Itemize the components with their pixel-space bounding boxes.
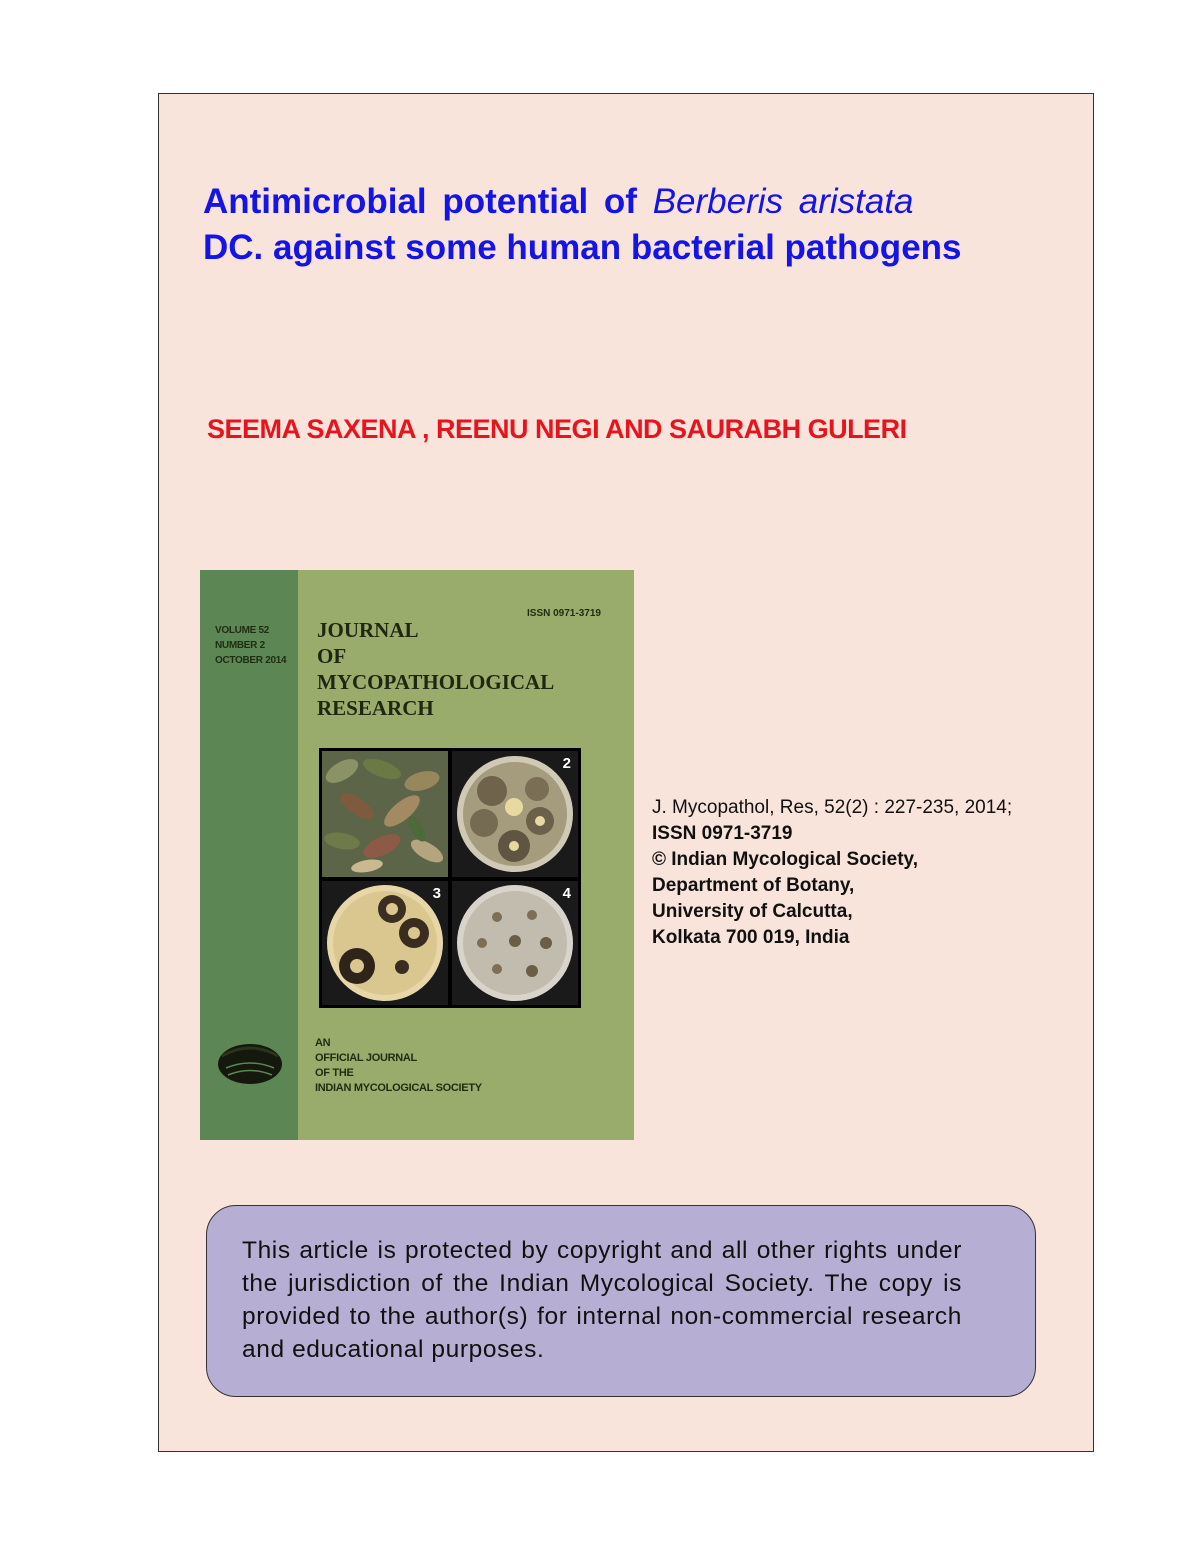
cover-number: NUMBER 2	[215, 640, 265, 651]
photo-number: 3	[432, 885, 441, 902]
cover-volume: VOLUME 52	[215, 625, 269, 636]
photo-number: 4	[562, 885, 571, 902]
petri-dish-icon	[452, 881, 578, 1005]
copyright-notice-box	[206, 1205, 1036, 1397]
cover-footer-line: INDIAN MYCOLOGICAL SOCIETY	[315, 1082, 482, 1094]
cover-issn: ISSN 0971-3719	[527, 608, 601, 619]
citation-address: Kolkata 700 019, India	[652, 927, 850, 948]
cover-issue-info	[215, 623, 286, 668]
cover-journal-name	[317, 617, 554, 721]
cover-journal-line: JOURNAL	[317, 618, 419, 642]
copyright-notice-text: This article is protected by copyright and all other rights under the jurisdiction of the Indian Mycological Society. The copy is provided to the author(s) for internal non-commercial research and educational purposes.	[242, 1237, 962, 1363]
petri-dish-icon	[322, 881, 448, 1005]
title-species: Berberis aristata	[652, 182, 914, 221]
cover-date: OCTOBER 2014	[215, 655, 287, 666]
citation-issn: ISSN 0971-3719	[652, 823, 793, 844]
citation-reference: J. Mycopathol, Res, 52(2) : 227-235, 2014;	[652, 797, 1013, 818]
cover-footer-line: AN	[315, 1037, 331, 1049]
cover-footer	[315, 1036, 482, 1096]
cover-journal-line: OF	[317, 644, 347, 668]
title-part-2: DC. against some human bacterial pathogens	[203, 228, 962, 267]
petri-dish-photo	[322, 881, 448, 1005]
cover-footer-line: OF THE	[315, 1067, 354, 1079]
author-list: SEEMA SAXENA , REENU NEGI AND SAURABH GULERI	[207, 414, 907, 444]
citation-university: University of Calcutta,	[652, 901, 853, 922]
petri-dish-photo	[452, 881, 578, 1005]
petri-dish-icon	[452, 751, 578, 877]
title-part-1: Antimicrobial potential of	[203, 182, 653, 221]
citation-block	[652, 795, 1012, 951]
cover-spine	[200, 570, 298, 1140]
cover-journal-line: MYCOPATHOLOGICAL	[317, 670, 555, 694]
citation-publisher: © Indian Mycological Society,	[652, 849, 918, 870]
document-page	[158, 93, 1094, 1452]
petri-dish-photo	[452, 751, 578, 877]
cover-footer-line: OFFICIAL JOURNAL	[315, 1052, 417, 1064]
journal-cover-image	[200, 570, 634, 1140]
plant-photo	[322, 751, 448, 877]
photo-number: 2	[562, 755, 571, 772]
plant-leaves-icon	[322, 751, 448, 877]
cover-photo-grid	[319, 748, 581, 1008]
citation-department: Department of Botany,	[652, 875, 855, 896]
society-logo-icon	[216, 1038, 284, 1088]
article-title	[203, 179, 1063, 271]
cover-journal-line: RESEARCH	[317, 696, 434, 720]
